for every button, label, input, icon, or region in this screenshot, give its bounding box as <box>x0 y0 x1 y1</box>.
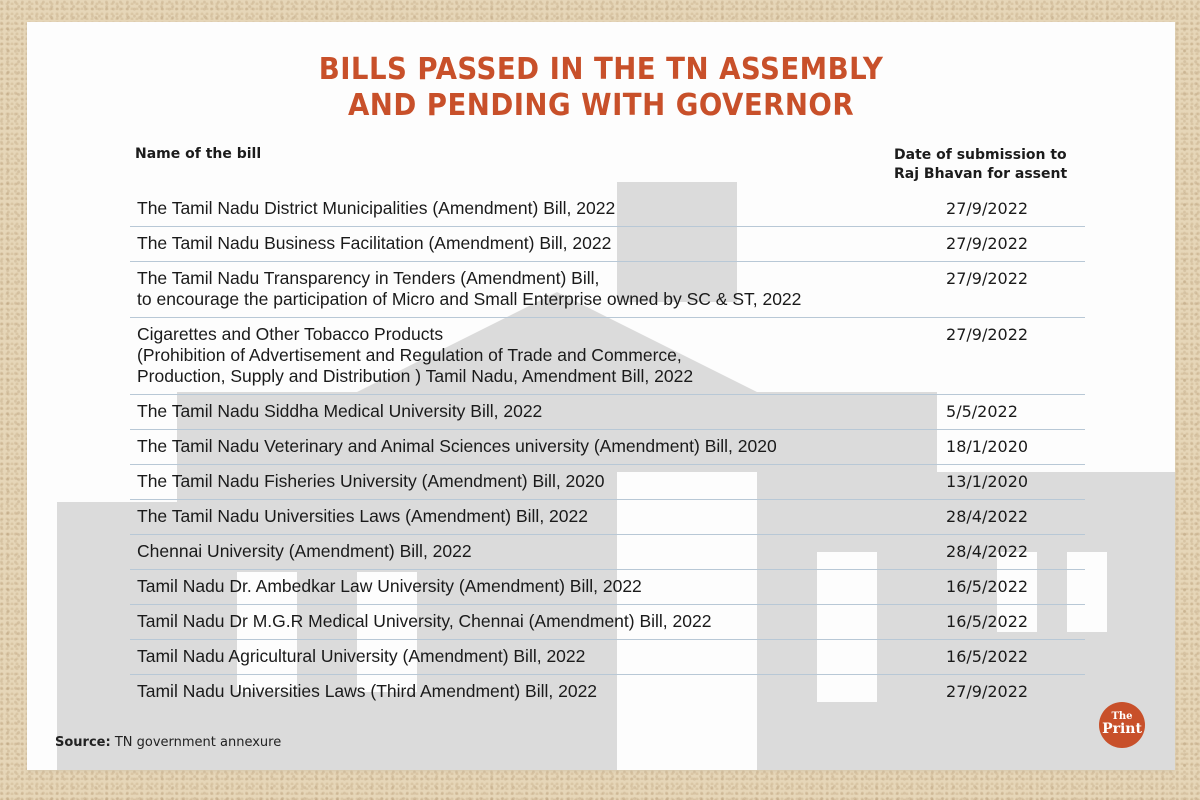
source-note <box>55 735 281 750</box>
submission-date: 27/9/2022 <box>946 234 1029 253</box>
bill-name: The Tamil Nadu Siddha Medical University Bill, 2022 <box>137 401 543 421</box>
table-row <box>130 535 1085 570</box>
submission-date: 13/1/2020 <box>946 472 1029 491</box>
table-row <box>130 675 1085 709</box>
bill-name: The Tamil Nadu Fisheries University (Amendment) Bill, 2020 <box>137 471 605 491</box>
column-header-date-line-2: Raj Bhavan for assent <box>894 166 1068 182</box>
logo-line-1: The <box>1111 711 1133 722</box>
table-row <box>130 430 1085 465</box>
source-text: TN government annexure <box>110 735 282 750</box>
column-header-submission-date <box>894 146 1094 184</box>
table-row <box>130 465 1085 500</box>
bill-name: Tamil Nadu Dr M.G.R Medical University, Chennai (Amendment) Bill, 2022 <box>137 611 712 631</box>
table-row <box>130 605 1085 640</box>
table-row <box>130 318 1085 395</box>
title-line-2: AND PENDING WITH GOVERNOR <box>347 88 855 123</box>
bill-name: Tamil Nadu Dr. Ambedkar Law University (Amendment) Bill, 2022 <box>137 576 642 596</box>
column-header-bill-name: Name of the bill <box>135 146 262 162</box>
submission-date: 27/9/2022 <box>946 682 1029 701</box>
submission-date: 16/5/2022 <box>946 577 1029 596</box>
table-row <box>130 192 1085 227</box>
bill-name: The Tamil Nadu Universities Laws (Amendment) Bill, 2022 <box>137 506 588 526</box>
submission-date: 27/9/2022 <box>946 325 1029 344</box>
submission-date: 5/5/2022 <box>946 402 1018 421</box>
table-row <box>130 500 1085 535</box>
table-row <box>130 640 1085 675</box>
infographic-title <box>73 52 1129 124</box>
submission-date: 27/9/2022 <box>946 199 1029 218</box>
bills-table <box>130 192 1085 709</box>
table-row <box>130 570 1085 605</box>
submission-date: 28/4/2022 <box>946 542 1029 561</box>
bill-name: The Tamil Nadu Business Facilitation (Amendment) Bill, 2022 <box>137 233 612 253</box>
bill-name: Cigarettes and Other Tobacco Products (Prohibition of Advertisement and Regulation of Trade and Commerce, Production, Supply and Distribution ) Tamil Nadu, Amendment Bill, 2022 <box>137 324 694 386</box>
bill-name: Tamil Nadu Agricultural University (Amendment) Bill, 2022 <box>137 646 586 666</box>
submission-date: 16/5/2022 <box>946 647 1029 666</box>
submission-date: 28/4/2022 <box>946 507 1029 526</box>
bill-name: The Tamil Nadu Transparency in Tenders (Amendment) Bill, to encourage the participation of Micro and Small Enterprise owned by SC & ST, 2022 <box>137 268 802 309</box>
infographic-card <box>27 22 1175 770</box>
theprint-logo <box>1099 702 1145 748</box>
title-line-1: BILLS PASSED IN THE TN ASSEMBLY <box>318 52 884 87</box>
table-row <box>130 395 1085 430</box>
bill-name: Tamil Nadu Universities Laws (Third Amendment) Bill, 2022 <box>137 681 598 701</box>
source-label: Source: <box>55 735 111 750</box>
submission-date: 16/5/2022 <box>946 612 1029 631</box>
bill-name: The Tamil Nadu District Municipalities (Amendment) Bill, 2022 <box>137 198 616 218</box>
bill-name: Chennai University (Amendment) Bill, 2022 <box>137 541 472 561</box>
logo-line-2: Print <box>1102 721 1142 737</box>
table-row <box>130 262 1085 318</box>
submission-date: 18/1/2020 <box>946 437 1029 456</box>
table-row <box>130 227 1085 262</box>
bill-name: The Tamil Nadu Veterinary and Animal Sciences university (Amendment) Bill, 2020 <box>137 436 777 456</box>
submission-date: 27/9/2022 <box>946 269 1029 288</box>
column-header-date-line-1: Date of submission to <box>894 147 1067 163</box>
